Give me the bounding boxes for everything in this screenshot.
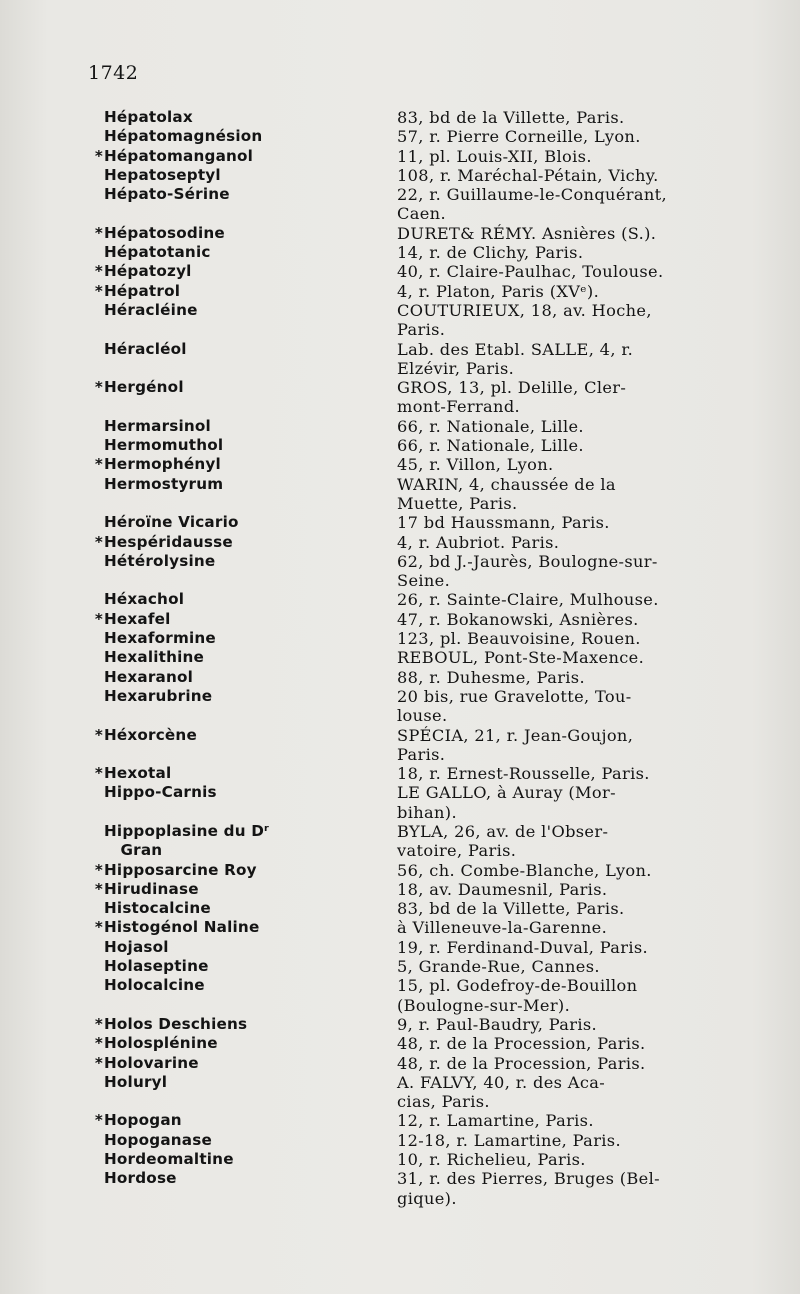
product-name-line: Histocalcine [104, 899, 211, 918]
product-name-line: Hermophényl [104, 455, 221, 474]
product-name-line: Hopoganase [104, 1130, 212, 1149]
address-line: 40, r. Claire-Paulhac, Toulouse. [397, 262, 664, 282]
product-name-line: Hipposarcine Roy [104, 860, 257, 879]
product-name-line: Holocalcine [104, 976, 205, 995]
manufacturer-address [397, 436, 746, 455]
address-line: 9, r. Paul-Baudry, Paris. [397, 1014, 598, 1034]
address-line: 56, ch. Combe-Blanche, Lyon. [397, 860, 652, 880]
product-name [86, 552, 397, 571]
address-line: 88, r. Duhesme, Paris. [397, 667, 585, 687]
directory-entry [86, 726, 746, 765]
product-name [86, 918, 397, 937]
address-line: 123, pl. Beauvoisine, Rouen. [397, 629, 641, 649]
product-name [86, 590, 397, 609]
manufacturer-address [397, 455, 746, 474]
product-name [86, 282, 397, 301]
product-name-line: Histogénol Naline [104, 918, 260, 937]
product-name [86, 783, 397, 802]
asterisk-marker: * [94, 532, 103, 551]
address-line: 5, Grande-Rue, Cannes. [397, 957, 600, 977]
product-name-line: Héracléol [104, 339, 187, 358]
product-name [86, 340, 397, 359]
product-name-line: Hespéridausse [104, 532, 233, 551]
product-name [86, 378, 397, 397]
product-name-line: Héxorcène [104, 725, 197, 744]
product-name [86, 822, 397, 861]
manufacturer-address [397, 726, 746, 765]
product-name [86, 224, 397, 243]
manufacturer-address [397, 918, 746, 937]
address-line: 22, r. Guillaume-le-Conquérant, [397, 185, 667, 205]
product-name [86, 533, 397, 552]
manufacturer-address [397, 899, 746, 918]
product-name [86, 1015, 397, 1034]
manufacturer-address [397, 1150, 746, 1169]
manufacturer-address [397, 610, 746, 629]
manufacturer-address [397, 1054, 746, 1073]
product-name-line: Holosplénine [104, 1034, 218, 1053]
manufacturer-address [397, 976, 746, 1015]
directory-entry [86, 590, 746, 609]
manufacturer-address [397, 938, 746, 957]
directory-entry [86, 957, 746, 976]
directory-entry [86, 417, 746, 436]
manufacturer-address [397, 1111, 746, 1130]
product-name-line: Hépatomanganol [104, 146, 254, 165]
manufacturer-address [397, 513, 746, 532]
directory-entry [86, 687, 746, 726]
address-line: DURET& RÉMY. Asnières (S.). [397, 223, 657, 243]
product-name-line: Holaseptine [104, 957, 209, 976]
product-name-line: Hermarsinol [104, 416, 211, 435]
directory-entry [86, 1131, 746, 1150]
product-name-line: Hippo-Carnis [104, 783, 217, 802]
address-line: LE GALLO, à Auray (Mor- [397, 783, 616, 803]
directory-entry [86, 822, 746, 861]
manufacturer-address [397, 648, 746, 667]
address-line: (Boulogne-sur-Mer). [397, 995, 571, 1015]
product-name-line: Hépatrol [104, 281, 181, 300]
manufacturer-address [397, 147, 746, 166]
product-name [86, 976, 397, 995]
directory-entry [86, 629, 746, 648]
directory-entry [86, 668, 746, 687]
product-name-line: Hépatolax [104, 108, 193, 126]
manufacturer-address [397, 417, 746, 436]
directory-entry [86, 166, 746, 185]
product-name [86, 1150, 397, 1169]
product-name-line: Hopogan [104, 1111, 182, 1130]
product-name [86, 899, 397, 918]
product-name-line: Hépatomagnésion [104, 127, 263, 146]
manufacturer-address [397, 1169, 746, 1208]
directory-entry [86, 455, 746, 474]
address-line: 11, pl. Louis-XII, Blois. [397, 146, 592, 166]
directory-entry [86, 243, 746, 262]
asterisk-marker: * [94, 262, 103, 281]
asterisk-marker: * [94, 1053, 103, 1072]
manufacturer-address [397, 185, 746, 224]
product-name [86, 648, 397, 667]
address-line: REBOUL, Pont-Ste-Maxence. [397, 648, 645, 668]
address-line: Paris. [397, 744, 446, 764]
product-name [86, 1034, 397, 1053]
product-name [86, 1054, 397, 1073]
product-name-line: Hépatozyl [104, 262, 192, 281]
directory-entries [86, 108, 746, 1208]
directory-entry [86, 880, 746, 899]
address-line: 47, r. Bokanowski, Asnières. [397, 609, 639, 629]
manufacturer-address [397, 822, 746, 861]
product-name [86, 957, 397, 976]
product-name-line: Hexalithine [104, 648, 205, 667]
product-name [86, 243, 397, 262]
manufacturer-address [397, 301, 746, 340]
address-line: 57, r. Pierre Corneille, Lyon. [397, 127, 641, 147]
manufacturer-address [397, 861, 746, 880]
manufacturer-address [397, 340, 746, 379]
address-line: Seine. [397, 571, 451, 591]
directory-entry [86, 127, 746, 146]
directory-entry [86, 899, 746, 918]
product-name-line: Hexaranol [104, 667, 194, 686]
address-line: GROS, 13, pl. Delille, Cler- [397, 378, 627, 398]
address-line: 17 bd Haussmann, Paris. [397, 513, 610, 533]
directory-entry [86, 610, 746, 629]
asterisk-marker: * [94, 1014, 103, 1033]
product-name [86, 938, 397, 957]
directory-entry [86, 938, 746, 957]
asterisk-marker: * [94, 764, 103, 783]
directory-entry [86, 1073, 746, 1112]
directory-entry [86, 224, 746, 243]
manufacturer-address [397, 282, 746, 301]
asterisk-marker: * [94, 725, 103, 744]
directory-entry [86, 262, 746, 281]
asterisk-marker: * [94, 146, 103, 165]
product-name-line: Hépatotanic [104, 243, 211, 262]
directory-entry [86, 301, 746, 340]
product-name-line: Hordeomaltine [104, 1150, 234, 1169]
manufacturer-address [397, 224, 746, 243]
asterisk-marker: * [94, 281, 103, 300]
directory-entry [86, 648, 746, 667]
directory-entry [86, 185, 746, 224]
address-line: 83, bd de la Villette, Paris. [397, 108, 625, 127]
directory-entry [86, 861, 746, 880]
asterisk-marker: * [94, 1034, 103, 1053]
directory-entry [86, 513, 746, 532]
address-line: WARIN, 4, chaussée de la [397, 474, 616, 494]
product-name [86, 1169, 397, 1188]
asterisk-marker: * [94, 609, 103, 628]
manufacturer-address [397, 1131, 746, 1150]
address-line: COUTURIEUX, 18, av. Hoche, [397, 300, 652, 320]
address-line: 12, r. Lamartine, Paris. [397, 1111, 594, 1131]
asterisk-marker: * [94, 378, 103, 397]
product-name-line: Héxachol [104, 590, 185, 609]
manufacturer-address [397, 166, 746, 185]
product-name [86, 108, 397, 127]
directory-entry [86, 918, 746, 937]
product-name-line: Hordose [104, 1169, 177, 1188]
product-name [86, 880, 397, 899]
product-name-line: Héroïne Vicario [104, 513, 239, 532]
product-name-line: Hippoplasine du Dʳ [104, 821, 270, 840]
product-name [86, 417, 397, 436]
product-name-line: Holos Deschiens [104, 1014, 248, 1033]
address-line: A. FALVY, 40, r. des Aca- [397, 1072, 606, 1092]
product-name [86, 455, 397, 474]
address-line: 18, r. Ernest-Rousselle, Paris. [397, 764, 650, 784]
address-line: SPÉCIA, 21, r. Jean-Goujon, [397, 725, 634, 745]
product-name [86, 610, 397, 629]
product-name [86, 166, 397, 185]
directory-entry [86, 533, 746, 552]
product-name [86, 629, 397, 648]
directory-entry [86, 1169, 746, 1208]
product-name-line: Holuryl [104, 1072, 168, 1091]
address-line: 20 bis, rue Gravelotte, Tou- [397, 686, 632, 706]
manufacturer-address [397, 243, 746, 262]
manufacturer-address [397, 533, 746, 552]
manufacturer-address [397, 552, 746, 591]
asterisk-marker: * [94, 223, 103, 242]
directory-entry [86, 475, 746, 514]
address-line: 12-18, r. Lamartine, Paris. [397, 1130, 621, 1150]
product-name-line: Hétérolysine [104, 551, 216, 570]
product-name [86, 861, 397, 880]
product-name [86, 147, 397, 166]
directory-entry [86, 783, 746, 822]
product-name [86, 726, 397, 745]
product-name [86, 262, 397, 281]
address-line: 48, r. de la Procession, Paris. [397, 1053, 646, 1073]
directory-entry [86, 1034, 746, 1053]
product-name-line: Hexaformine [104, 629, 216, 648]
product-name-line: Hojasol [104, 937, 169, 956]
manufacturer-address [397, 687, 746, 726]
address-line: BYLA, 26, av. de l'Obser- [397, 821, 609, 841]
address-line: 15, pl. Godefroy-de-Bouillon [397, 976, 638, 996]
manufacturer-address [397, 668, 746, 687]
address-line: 18, av. Daumesnil, Paris. [397, 879, 608, 899]
manufacturer-address [397, 590, 746, 609]
manufacturer-address [397, 880, 746, 899]
address-line: Lab. des Etabl. SALLE, 4, r. [397, 339, 634, 359]
address-line: 31, r. des Pierres, Bruges (Bel- [397, 1169, 660, 1189]
product-name-line: Hermostyrum [104, 474, 224, 493]
product-name [86, 668, 397, 687]
manufacturer-address [397, 764, 746, 783]
address-line: 14, r. de Clichy, Paris. [397, 243, 584, 263]
manufacturer-address [397, 475, 746, 514]
directory-entry [86, 1150, 746, 1169]
product-name-line: Hépatosodine [104, 223, 225, 242]
product-name [86, 1073, 397, 1092]
product-name [86, 764, 397, 783]
manufacturer-address [397, 378, 746, 417]
directory-entry [86, 108, 746, 127]
product-name-line: Hirudinase [104, 879, 199, 898]
directory-entry [86, 1111, 746, 1130]
product-name [86, 687, 397, 706]
product-name [86, 1131, 397, 1150]
manufacturer-address [397, 957, 746, 976]
page-number: 1742 [88, 62, 139, 84]
directory-entry [86, 1054, 746, 1073]
product-name [86, 513, 397, 532]
product-name-line: Hépato-Sérine [104, 185, 230, 204]
manufacturer-address [397, 629, 746, 648]
address-line: mont-Ferrand. [397, 397, 521, 417]
product-name [86, 127, 397, 146]
directory-entry [86, 147, 746, 166]
directory-entry [86, 764, 746, 783]
asterisk-marker: * [94, 455, 103, 474]
address-line: 66, r. Nationale, Lille. [397, 416, 584, 436]
product-name-line: Gran [104, 841, 163, 860]
address-line: 108, r. Maréchal-Pétain, Vichy. [397, 165, 659, 185]
address-line: 83, bd de la Villette, Paris. [397, 899, 625, 919]
address-line: vatoire, Paris. [397, 841, 517, 861]
directory-entry [86, 436, 746, 455]
product-name [86, 436, 397, 455]
address-line: 19, r. Ferdinand-Duval, Paris. [397, 937, 649, 957]
asterisk-marker: * [94, 918, 103, 937]
product-name [86, 475, 397, 494]
product-name-line: Hepatoseptyl [104, 165, 221, 184]
directory-entry [86, 1015, 746, 1034]
address-line: 4, r. Platon, Paris (XVᵉ). [397, 281, 600, 301]
product-name [86, 301, 397, 320]
directory-entry [86, 976, 746, 1015]
address-line: 26, r. Sainte-Claire, Mulhouse. [397, 590, 659, 610]
address-line: 45, r. Villon, Lyon. [397, 455, 554, 475]
manufacturer-address [397, 1073, 746, 1112]
asterisk-marker: * [94, 1111, 103, 1130]
product-name-line: Hergénol [104, 378, 184, 397]
address-line: gique). [397, 1188, 457, 1208]
address-line: 4, r. Aubriot. Paris. [397, 532, 560, 552]
address-line: louse. [397, 706, 448, 726]
address-line: à Villeneuve-la-Garenne. [397, 918, 608, 938]
directory-entry [86, 552, 746, 591]
address-line: 66, r. Nationale, Lille. [397, 436, 584, 456]
address-line: 10, r. Richelieu, Paris. [397, 1150, 586, 1170]
product-name-line: Hexarubrine [104, 686, 213, 705]
address-line: 62, bd J.-Jaurès, Boulogne-sur- [397, 551, 658, 571]
product-name-line: Hexotal [104, 764, 172, 783]
address-line: Paris. [397, 320, 446, 340]
product-name [86, 185, 397, 204]
asterisk-marker: * [94, 860, 103, 879]
address-line: 48, r. de la Procession, Paris. [397, 1034, 646, 1054]
product-name-line: Héracléine [104, 300, 198, 319]
directory-entry [86, 378, 746, 417]
manufacturer-address [397, 783, 746, 822]
address-line: Elzévir, Paris. [397, 358, 515, 378]
manufacturer-address [397, 262, 746, 281]
address-line: Muette, Paris. [397, 493, 518, 513]
directory-entry [86, 340, 746, 379]
address-line: Caen. [397, 204, 446, 224]
asterisk-marker: * [94, 879, 103, 898]
product-name-line: Holovarine [104, 1053, 199, 1072]
product-name-line: Hermomuthol [104, 436, 224, 455]
address-line: bihan). [397, 802, 457, 822]
address-line: cias, Paris. [397, 1092, 490, 1112]
manufacturer-address [397, 127, 746, 146]
manufacturer-address [397, 1015, 746, 1034]
directory-entry [86, 282, 746, 301]
manufacturer-address [397, 108, 746, 127]
product-name [86, 1111, 397, 1130]
manufacturer-address [397, 1034, 746, 1053]
product-name-line: Hexafel [104, 609, 171, 628]
